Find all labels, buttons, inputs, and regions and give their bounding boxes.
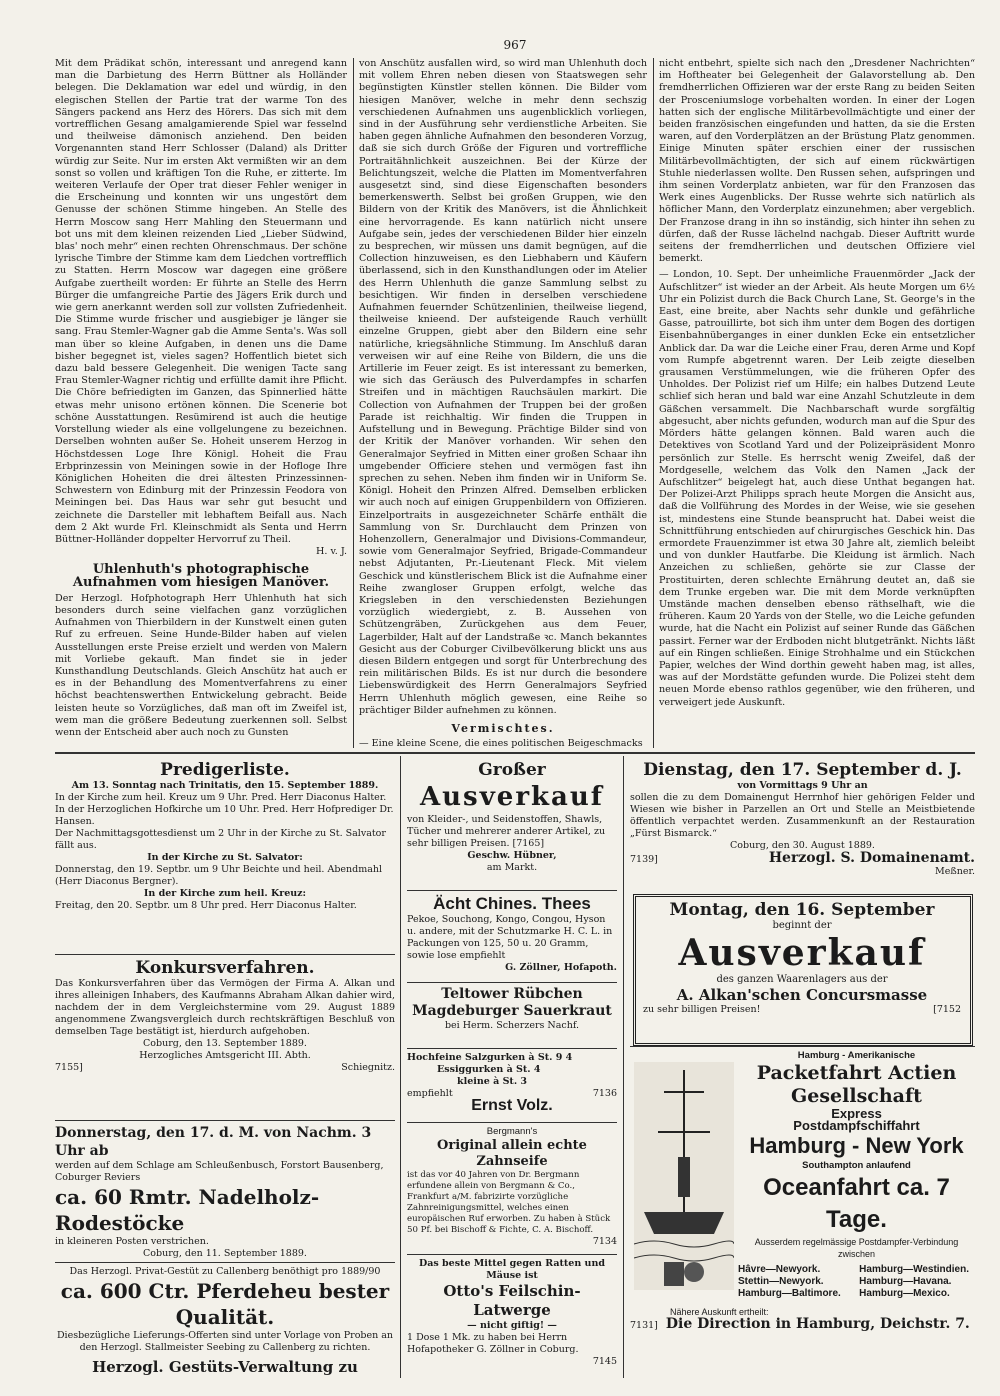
ad-divider bbox=[407, 1122, 617, 1123]
ausverkauf-firm: Geschw. Hübner, bbox=[467, 850, 557, 861]
gurken-number: 7136 bbox=[592, 1088, 617, 1099]
heu-big: ca. 600 Ctr. Pferdeheu bester Qualität. bbox=[60, 1279, 390, 1329]
domaene-heading: Dienstag, den 17. September d. J. bbox=[643, 760, 962, 780]
route-item: Hâvre—Newyork. bbox=[738, 1264, 821, 1275]
zahnseife-text: ist das vor 40 Jahren von Dr. Bergmann erfundene allein von Bergmann & Co., Frankfurt a/M. fabrizirte vorzügliche Zahnreinigungsmittel, welches einen europäischen Ruf erworben. Zu haben à Stück 50 Pf. bei Bischoff & Fichte, C. A. Bischoff. bbox=[407, 1170, 611, 1235]
sermon-line: Donnerstag, den 19. Septbr. um 9 Uhr Beichte und heil. Abendmahl (Herr Diaconus Bergner). bbox=[55, 864, 383, 887]
ad-divider bbox=[630, 1046, 975, 1047]
ad-divider bbox=[407, 890, 617, 891]
konkurs-court: Herzogliches Amtsgericht III. Abth. bbox=[139, 1050, 311, 1061]
review-signature: H. v. J. bbox=[316, 546, 347, 558]
ad-divider bbox=[407, 982, 617, 983]
route-item: Hamburg—Baltimore. bbox=[738, 1288, 841, 1299]
domaene-ad bbox=[630, 760, 975, 888]
hapag-ad bbox=[630, 1050, 975, 1376]
column-divider bbox=[653, 58, 654, 748]
column-divider bbox=[623, 756, 624, 1378]
alkan-heading: Montag, den 16. September bbox=[669, 900, 935, 920]
misc-heading: Vermischtes. bbox=[451, 721, 555, 735]
hapag-note: Ausserdem regelmässige Postdampfer-Verbindung zwischen bbox=[754, 1237, 959, 1259]
route-item: Hamburg—Havana. bbox=[859, 1276, 952, 1287]
ad-divider bbox=[407, 1254, 617, 1255]
predigerliste-title: Predigerliste. bbox=[160, 760, 290, 780]
page-number: 967 bbox=[503, 38, 527, 52]
predigerliste-ad bbox=[55, 760, 395, 950]
thees-text: Pekoe, Souchong, Kongo, Congou, Hyson u. andere, mit der Schutzmarke H. C. L. in Packungen von 125, 50 u. 20 Gramm, sowie lose empfiehlt bbox=[407, 914, 613, 961]
thees-title: Ächt Chines. Thees bbox=[433, 894, 591, 913]
hapag-company: Packetfahrt Actien Gesellschaft bbox=[756, 1062, 957, 1107]
alkan-text: des ganzen Waarenlagers aus der bbox=[716, 974, 888, 985]
ruebchen-ad bbox=[407, 986, 617, 1044]
domaene-office: Herzogl. S. Domainenamt. bbox=[768, 850, 975, 866]
thees-firm: G. Zöllner, Hofapoth. bbox=[505, 962, 617, 973]
sauerkraut-line: Magdeburger Sauerkraut bbox=[412, 1003, 612, 1019]
ad-divider bbox=[55, 954, 395, 955]
ausverkauf-text: von Kleider-, und Seidenstoffen, Shawls, Tücher und mehrerer anderer Artikel, zu sehr billigen Preisen. [7165] bbox=[407, 814, 606, 849]
alkan-foot: zu sehr billigen Preisen! bbox=[643, 1004, 761, 1015]
ausverkauf-big: Ausverkauf bbox=[419, 782, 604, 812]
ship-illustration-icon bbox=[634, 1062, 734, 1290]
alkan-ad bbox=[643, 900, 961, 1036]
ausverkauf-place: am Markt. bbox=[486, 862, 538, 873]
column-divider bbox=[400, 756, 401, 1378]
ratten-notice: — nicht giftig! — bbox=[467, 1320, 557, 1331]
sermon-line: In der Kirche zum heil. Kreuz: bbox=[143, 888, 307, 899]
domaene-text: sollen die zu dem Domainengut Herrnhof hier gehörigen Felder und Wiesen wie bisher in Parzellen an Ort und Stelle an Meistbietende öffentlich verpachtet werden. Zusammenkunft an der Restauration „Fürst Bismarck.“ bbox=[630, 792, 975, 839]
domaene-signature: Meßner. bbox=[935, 866, 975, 877]
ad-divider bbox=[407, 1048, 617, 1049]
heu-line-2: Diesbezügliche Lieferungs-Offerten sind unter Vorlage von Proben an den Herzogl. Stallmeister Seebing zu Callenberg zu richten. bbox=[56, 1330, 394, 1353]
uhlenhuth-continued: von Anschütz ausfallen wird, so wird man Uhlenhuth doch mit vollem Ehren neben diesen von Staatswegen sehr begünstigten Künstler stellen können. Die Bilder vom hiesigen Manöver, welche in mehr denn sechszig verschiedenen Aufnahmen uns augenblicklich vorliegen, sind in der Ausführung sehr verdienstliche Arbeiten. Sie haben gegen ähnliche Aufnahmen den besonderen Vorzug, daß sie sich durch Größe der Figuren und vortreffliche Portraitähnlichkeit auszeichnen. Bei der Kürze der Belichtungszeit, welche die Platten im Momentverfahren ausgesetzt sind, sind diese Eigenschaften besonders bemerkenswerth. Selbst bei großen Gruppen, wie den Bildern von der Kritik des Manövers, ist die Ähnlichkeit eine hervorragende. Es kann natürlich nicht unsere Aufgabe sein, jedes der verschiedenen Bilder hier einzeln zu besprechen, wir müssen uns damit begnügen, auf die Collection hinzuweisen, es den Liebhabern und Käufern überlassend, sich in den Kunsthandlungen oder im Atelier des Herrn Uhlenhuth die ganze Sammlung selbst zu besichtigen. Wir finden in derselben verschiedene Aufnahmen feuernder Schützenlinien, theilweise liegend, theilweise knieend. Der aufsteigende Rauch verhüllt einzelne Gruppen, giebt aber den Bildern eine sehr natürliche, kriegsähnliche Stimmung. Im Anschluß daran verweisen wir auf eine Reihe von Bildern, die uns die Artillerie im Feuer zeigt. Es ist interessant zu bemerken, wie sich das Geräusch des Pulverdampfes in scharfen Streifen und in mächtigen Rauchsäulen markirt. Die Collection von Aufnahmen der Truppen bei der großen Parade ist reichhaltig. Wir finden die Truppen in Aufstellung und in Bewegung. Prächtige Bilder sind von der Kritik der Manöver vorhanden. Wir sehen den Generalmajor Seyfried in Mitten einer großen Schaar ihn umgebender Officiere stehen und vermögen fast ihn sprechen zu sehen. Neben ihm finden wir in Uniform Se. Königl. Hoheit den Prinzen Alfred. Demselben erblicken wir auch noch auf einigen Gruppenbildern von Offizieren. Einzelportraits in ausgezeichneter Schärfe enthält die Sammlung von Sr. Durchlaucht dem Prinzen von Hohenzollern, Generalmajor und Divisions-Commandeur, sowie vom Generalmajor Seyfried, Brigade-Commandeur nebst Adjutanten, Pr.-Lieutenant Fleck. Mit vielem Geschick und künstlerischem Blick ist die Aufnahme einer Reihe zwangloser Gruppen erfolgt, welche das Kriegsleben in den verschiedensten Beziehungen vorzüglich wiedergiebt, z. B. Aussehen von Schützengräben, Zurückgehen aus dem Feuer, Lagerbilder, Halt auf der Landstraße ꝛc. Manch bekanntes Gesicht aus der Coburger Civilbevölkerung blickt uns aus diesen Bildern entgegen und sorgt für Unterbrechung des rein militärischen Bilds. Es ist nur durch die besondere Liebenswürdigkeit des Herrn Generalmajors Seyfried Herrn Uhlenhuth möglich gewesen, eine Reihe so prächtiger Bilder aufnehmen zu können. bbox=[359, 58, 647, 716]
dresden-story: nicht entbehrt, spielte sich nach den „Dresdener Nachrichten“ im Hoftheater bei Gelegenheit der Galavorstellung ab. Den fremdherrlichen Offizieren war der erste Rang zu beiden Seiten der Prosceniumsloge vorbehalten worden. In einer der Logen hatten sich der englische Militärbevollmächtigte und einer der beiden französischen eingefunden und hatten, da sie die Ersten waren, auf den Vorderplätzen an der Brüstung Platz genommen. Einige Minuten später erschien einer der russischen Militärbevollmächtigten, der sich auf einem rückwärtigen Stuhle niederlassen wollte. Den Russen sehen, aufspringen und ihm seinen Vorderplatz anbieten, war für den Franzosen das Werk eines Augenblicks. Der Russe wehrte sich natürlich als höflicher Mann, den Vorderplatz einzunehmen; aber vergeblich. Der Franzose drang in ihn so inständig, sich hinter ihn sehen zu dürfen, daß der Russe lächelnd nachgab. Dieser Auftritt wurde seitens der fremdherrlichen und deutschen Offiziere viel bemerkt. bbox=[659, 58, 975, 265]
hapag-oceanfahrt: Oceanfahrt ca. 7 Tage. bbox=[763, 1174, 950, 1233]
konkurs-text: Das Konkursverfahren über das Vermögen der Firma A. Alkan und ihres alleinigen Inhabers, des Kaufmanns Abraham Alkan dahier wird, nachdem der in dem Vergleichstermine vom 29. August 1889 angenommene Zwangsvergleich durch rechtskräftigen Beschluß von demselben Tage bestätigt ist, hierdurch aufgehoben. bbox=[55, 978, 395, 1037]
hapag-route: Hamburg - New York bbox=[749, 1133, 964, 1158]
gurken-ad bbox=[407, 1052, 617, 1118]
holz-heading: Donnerstag, den 17. d. M. von Nachm. 3 Uhr ab bbox=[55, 1125, 372, 1159]
hapag-routes-left bbox=[738, 1264, 841, 1300]
sermon-line: In der Kirche zu St. Salvator: bbox=[147, 852, 303, 863]
column-2 bbox=[359, 58, 647, 748]
ratten-text: 1 Dose 1 Mk. zu haben bei Herrn Hofapotheker G. Zöllner in Coburg. bbox=[407, 1332, 579, 1355]
gurken-line: Hochfeine Salzgurken à St. 9 4 bbox=[407, 1052, 573, 1063]
holz-ad bbox=[55, 1124, 395, 1258]
ruebchen-line: Teltower Rübchen bbox=[441, 986, 583, 1002]
holz-text-2: in kleineren Posten verstrichen. bbox=[55, 1236, 209, 1247]
domaene-number: 7139] bbox=[630, 854, 658, 865]
konkurs-number: 7155] bbox=[55, 1062, 83, 1073]
route-item: Stettin—Newyork. bbox=[738, 1276, 824, 1287]
thees-ad bbox=[407, 894, 617, 978]
zahnseife-ad bbox=[407, 1126, 617, 1250]
hapag-direction: Die Direction in Hamburg, Deichstr. 7. bbox=[665, 1316, 970, 1332]
uhlenhuth-text: Der Herzogl. Hofphotograph Herr Uhlenhuth hat sich besonders durch seine vielfachen ganz vorzüglichen Aufnahmen von Thierbildern in der Kunstwelt einen guten Ruf zu erfreuen. Seine Hunde-Bilder haben auf vielen Ausstellungen erste Preise erzielt und werden von Malern mit Vorliebe gekauft. Man findet sie in jeder Kunsthandlung Deutschlands. Gleich Anschütz hat auch er es in der Behandlung des Momentverfahrens zu einer höchst beachtenswerthen Entwickelung gebracht. Beide leisten heute so Vorzügliches, daß man oft im Zweifel ist, wem man die größere Bedeutung zuerkennen soll. Selbst wenn der Entscheid aber auch noch zu Gunsten bbox=[55, 592, 347, 738]
ratten-product: Otto's Feilschin-Latwerge bbox=[443, 1282, 581, 1319]
holz-date: Coburg, den 11. September 1889. bbox=[143, 1248, 307, 1258]
ratten-line: Das beste Mittel gegen Ratten und Mäuse ist bbox=[418, 1258, 606, 1281]
column-divider bbox=[353, 58, 354, 748]
hapag-routes-right bbox=[859, 1264, 969, 1300]
theatre-review: Mit dem Prädikat schön, interessant und anregend kann man die Darbietung des Herrn Büttner als Holländer belegen. Die Deklamation war edel und würdig, in den elegischen Stellen der Partie trat der warme Ton des Sängers packend ans Herz des Hörers. Das sich mit dem vortrefflichen Gesang amalgamierende Spiel war fesselnd und theilweise dämonisch anziehend. Den beiden Vorgenannten stand Herr Schlosser (Daland) als Dritter würdig zur Seite. Nur im ersten Akt vermißten wir an dem sonst so vollen und kräftigen Ton die Ruhe, er zitterte. Im weiteren Verlaufe der Oper trat dieser Fehler weniger in die Erscheinung und konnten wir uns ungestört dem Genusse der schönen Stimme hingeben. An Stelle des Herrn Moscow sang Herr Mahling den Steuermann und bot uns mit dem kleinen reizenden Lied „Lieber Südwind, blas' noch mehr“ einen rechten Ohrenschmaus. Der schöne lyrische Timbre der Stimme kam dem Liedchen vortrefflich zu Statten. Herrn Moscow war dagegen eine größere Aufgabe zuertheilt worden: Er führte an Stelle des Herrn Bürger die umfangreiche Partie des Jägers Erik durch und wie gern anerkannt werden soll zur vollsten Zufriedenheit. Die Stimme wurde frischer und ausgiebiger je länger sie sang. Frau Stemler-Wagner gab die Amme Senta's. Was soll man über so kleine Aufgaben, in denen uns die Dame bisher begegnet ist, vieles sagen? Hoffentlich bietet sich dazu bald bessere Gelegenheit. Die wenigen Tacte sang Frau Stemler-Wagner richtig und erfüllte damit ihre Pflicht. Die Chöre befriedigten im Ganzen, das Spinnerlied hätte etwas mehr unisono ertönen können. Die Scenerie bot schöne Ausstattungen. Resümirend ist auch die heutige Vorstellung wieder als eine vollgelungene zu bezeichnen. Derselben wohnten außer Se. Hoheit unserem Herzog in Höchstdessen Loge Ihre Königl. Hoheit die Frau Erbprinzessin von Meiningen sowie in der Hofloge Ihre Königlichen Hoheiten die drei ältesten Prinzessinnen-Schwestern von Edinburg mit der Prinzessin Feodora von Meiningen bei. Das Haus war sehr gut besucht und zeichnete die Darsteller mit lebhaftem Beifall aus. Nach dem 2 Akt wurde Frl. Kleinschmidt als Senta und Herrn Büttner-Holländer doppelter Hervorruf zu Theil. bbox=[55, 58, 347, 545]
hapag-express: Express bbox=[831, 1106, 882, 1121]
ausverkauf-ad bbox=[407, 760, 617, 886]
heu-office: Herzogl. Gestüts-Verwaltung zu bbox=[92, 1358, 358, 1376]
sermon-line: Der Nachmittagsgottesdienst um 2 Uhr in der Kirche zu St. Salvator fällt aus. bbox=[55, 828, 386, 851]
alkan-number: [7152 bbox=[933, 1004, 961, 1015]
konkurs-signature: Schiegnitz. bbox=[341, 1062, 395, 1073]
domaene-sub: von Vormittags 9 Uhr an bbox=[737, 780, 868, 791]
konkurs-date: Coburg, den 13. September 1889. bbox=[143, 1038, 307, 1049]
ruebchen-firm: bei Herm. Scherzers Nachf. bbox=[444, 1020, 580, 1031]
sermon-line: Freitag, den 20. Septbr. um 8 Uhr pred. Herr Diaconus Halter. bbox=[55, 900, 357, 911]
ausverkauf-top: Großer bbox=[478, 760, 546, 780]
gurken-line-2: Essiggurken à St. 4 bbox=[437, 1064, 541, 1075]
gurken-line-3: kleine à St. 3 bbox=[457, 1076, 528, 1087]
konkurs-title: Konkursverfahren. bbox=[135, 958, 315, 978]
holz-big: ca. 60 Rmtr. Nadelholz-Rodestöcke bbox=[55, 1185, 320, 1235]
london-story: — London, 10. Sept. Der unheimliche Frauenmörder „Jack der Aufschlitzer“ ist wieder an der Arbeit. Als heute Morgen um 6½ Uhr ein Polizist durch die Back Church Lane, St. George's in the East, eine breite, aber Nachts sehr dunkle und gefährliche Gasse, patrouillirte, bot sich ihm unter dem Bogen des dortigen Eisenbahnüberganges in einer dunklen Ecke ein entsetzlicher Anblick dar. Da war die Leiche einer Frau, deren Arme und Kopf vom Rumpfe abgetrennt waren. Der Leib zeigte dieselben grausamen Verstümmelungen, wie die früheren Opfer des Unholdes. Der Polizist rief um Hilfe; ein halbes Dutzend Leute schlief sich heran und bald war eine Anzahl Schutzleute in dem Gäßchen versammelt. Die Nachbarschaft wurde sorgfältig abgesucht, aber nichts gefunden, wodurch man auf die Spur des Mörders hätte gelangen können. Bald waren auch die Detektives von Scotland Yard und der Polizeipräsident Monro persönlich zur Stelle. Es herrscht wenig Zweifel, daß der Mordgeselle, welchem das Volk den Namen „Jack der Aufschlitzer“ beigelegt hat, auch diese Unthat begangen hat. Der Polizei-Arzt Philipps sprach heute Morgen die Ansicht aus, daß die Vollführung des Mordes in der Weise, wie sie gesehen ist, mindestens eine Stunde beansprucht hat. Dabei weist die Schnittführung entschieden auf chirurgisches Geschick hin. Das ermordete Frauenzimmer ist etwa 30 Jahre alt, ziemlich beleibt und von dunkler Hautfarbe. Die Kleidung ist ärmlich. Nach Anzeichen zu schließen, gehörte sie zur Classe der Prostituirten, deren schlechte Ernährung deutet an, daß sie dem Trunke ergeben war. Die mit dem Morde verknüpften Umstände machen denselben ebenso räthselhaft, wie die früheren. Kaum 20 Yards von der Stelle, wo die Leiche gefunden wurde, hat die Nacht ein Polizist auf seiner Runde das Gäßchen passirt. Ferner war der Erdboden nicht blutgetränkt. Nichts läßt auf ein Ringen schließen. Einige Strohhalme und ein Stückchen Papier, welches der Wind dorthin geweht haben mag, ist alles, was auf der Mordstätte gefunden wurde. Die Polizei steht dem neuen Morde ebenso rathlos gegenüber, wie den früheren, und verweigert jede Auskunft. bbox=[659, 269, 975, 708]
newspaper-page bbox=[55, 38, 975, 1378]
ad-divider bbox=[55, 1120, 395, 1121]
gurken-pre: empfiehlt bbox=[407, 1088, 453, 1099]
ad-divider bbox=[55, 1262, 395, 1263]
zahnseife-title: Original allein echte Zahnseife bbox=[437, 1138, 587, 1169]
hapag-post: Postdampfschiffahrt bbox=[793, 1118, 920, 1133]
route-item: Hamburg—Westindien. bbox=[859, 1264, 969, 1275]
ratten-ad bbox=[407, 1258, 617, 1376]
holz-text: werden auf dem Schlage am Schleußenbusch, Forstort Bausenberg, Coburger Reviers bbox=[55, 1160, 384, 1183]
section-divider bbox=[55, 752, 975, 754]
hapag-southampton: Southampton anlaufend bbox=[802, 1160, 911, 1171]
alkan-firm: A. Alkan'schen Concursmasse bbox=[676, 986, 928, 1004]
sermon-line: In der Herzoglichen Hofkirche um 10 Uhr. Pred. Herr Hofprediger Dr. Hansen. bbox=[55, 804, 394, 827]
route-item: Hamburg—Mexico. bbox=[859, 1288, 950, 1299]
gurken-firm: Ernst Volz. bbox=[471, 1097, 553, 1114]
heu-ad bbox=[55, 1266, 395, 1376]
zahnseife-brand: Bergmann's bbox=[486, 1126, 538, 1137]
konkurs-ad bbox=[55, 958, 395, 1116]
column-3 bbox=[659, 58, 975, 748]
hapag-info: Nähere Auskunft ertheilt: bbox=[670, 1307, 769, 1317]
predigerliste-date: Am 13. Sonntag nach Trinitatis, den 15. September 1889. bbox=[71, 780, 379, 791]
hapag-number: 7131] bbox=[630, 1320, 658, 1331]
uhlenhuth-heading: Uhlenhuth's photographische Aufnahmen vom hiesigen Manöver. bbox=[72, 562, 330, 590]
zahnseife-number: 7134 bbox=[592, 1236, 617, 1247]
column-1 bbox=[55, 58, 347, 748]
ratten-number: 7145 bbox=[592, 1356, 617, 1367]
heu-line: Das Herzogl. Privat-Gestüt zu Callenberg benöthigt pro 1889/90 bbox=[69, 1266, 381, 1277]
alkan-sub: beginnt der bbox=[772, 920, 832, 931]
domaene-date: Coburg, den 30. August 1889. bbox=[730, 840, 875, 851]
hapag-line-1: Hamburg - Amerikanische bbox=[797, 1050, 916, 1061]
alkan-big: Ausverkauf bbox=[678, 932, 926, 974]
sermon-line: In der Kirche zum heil. Kreuz um 9 Uhr. Pred. Herr Diaconus Halter. bbox=[55, 792, 387, 803]
misc-text: — Eine kleine Scene, die eines politischen Beigeschmacks bbox=[359, 738, 643, 748]
